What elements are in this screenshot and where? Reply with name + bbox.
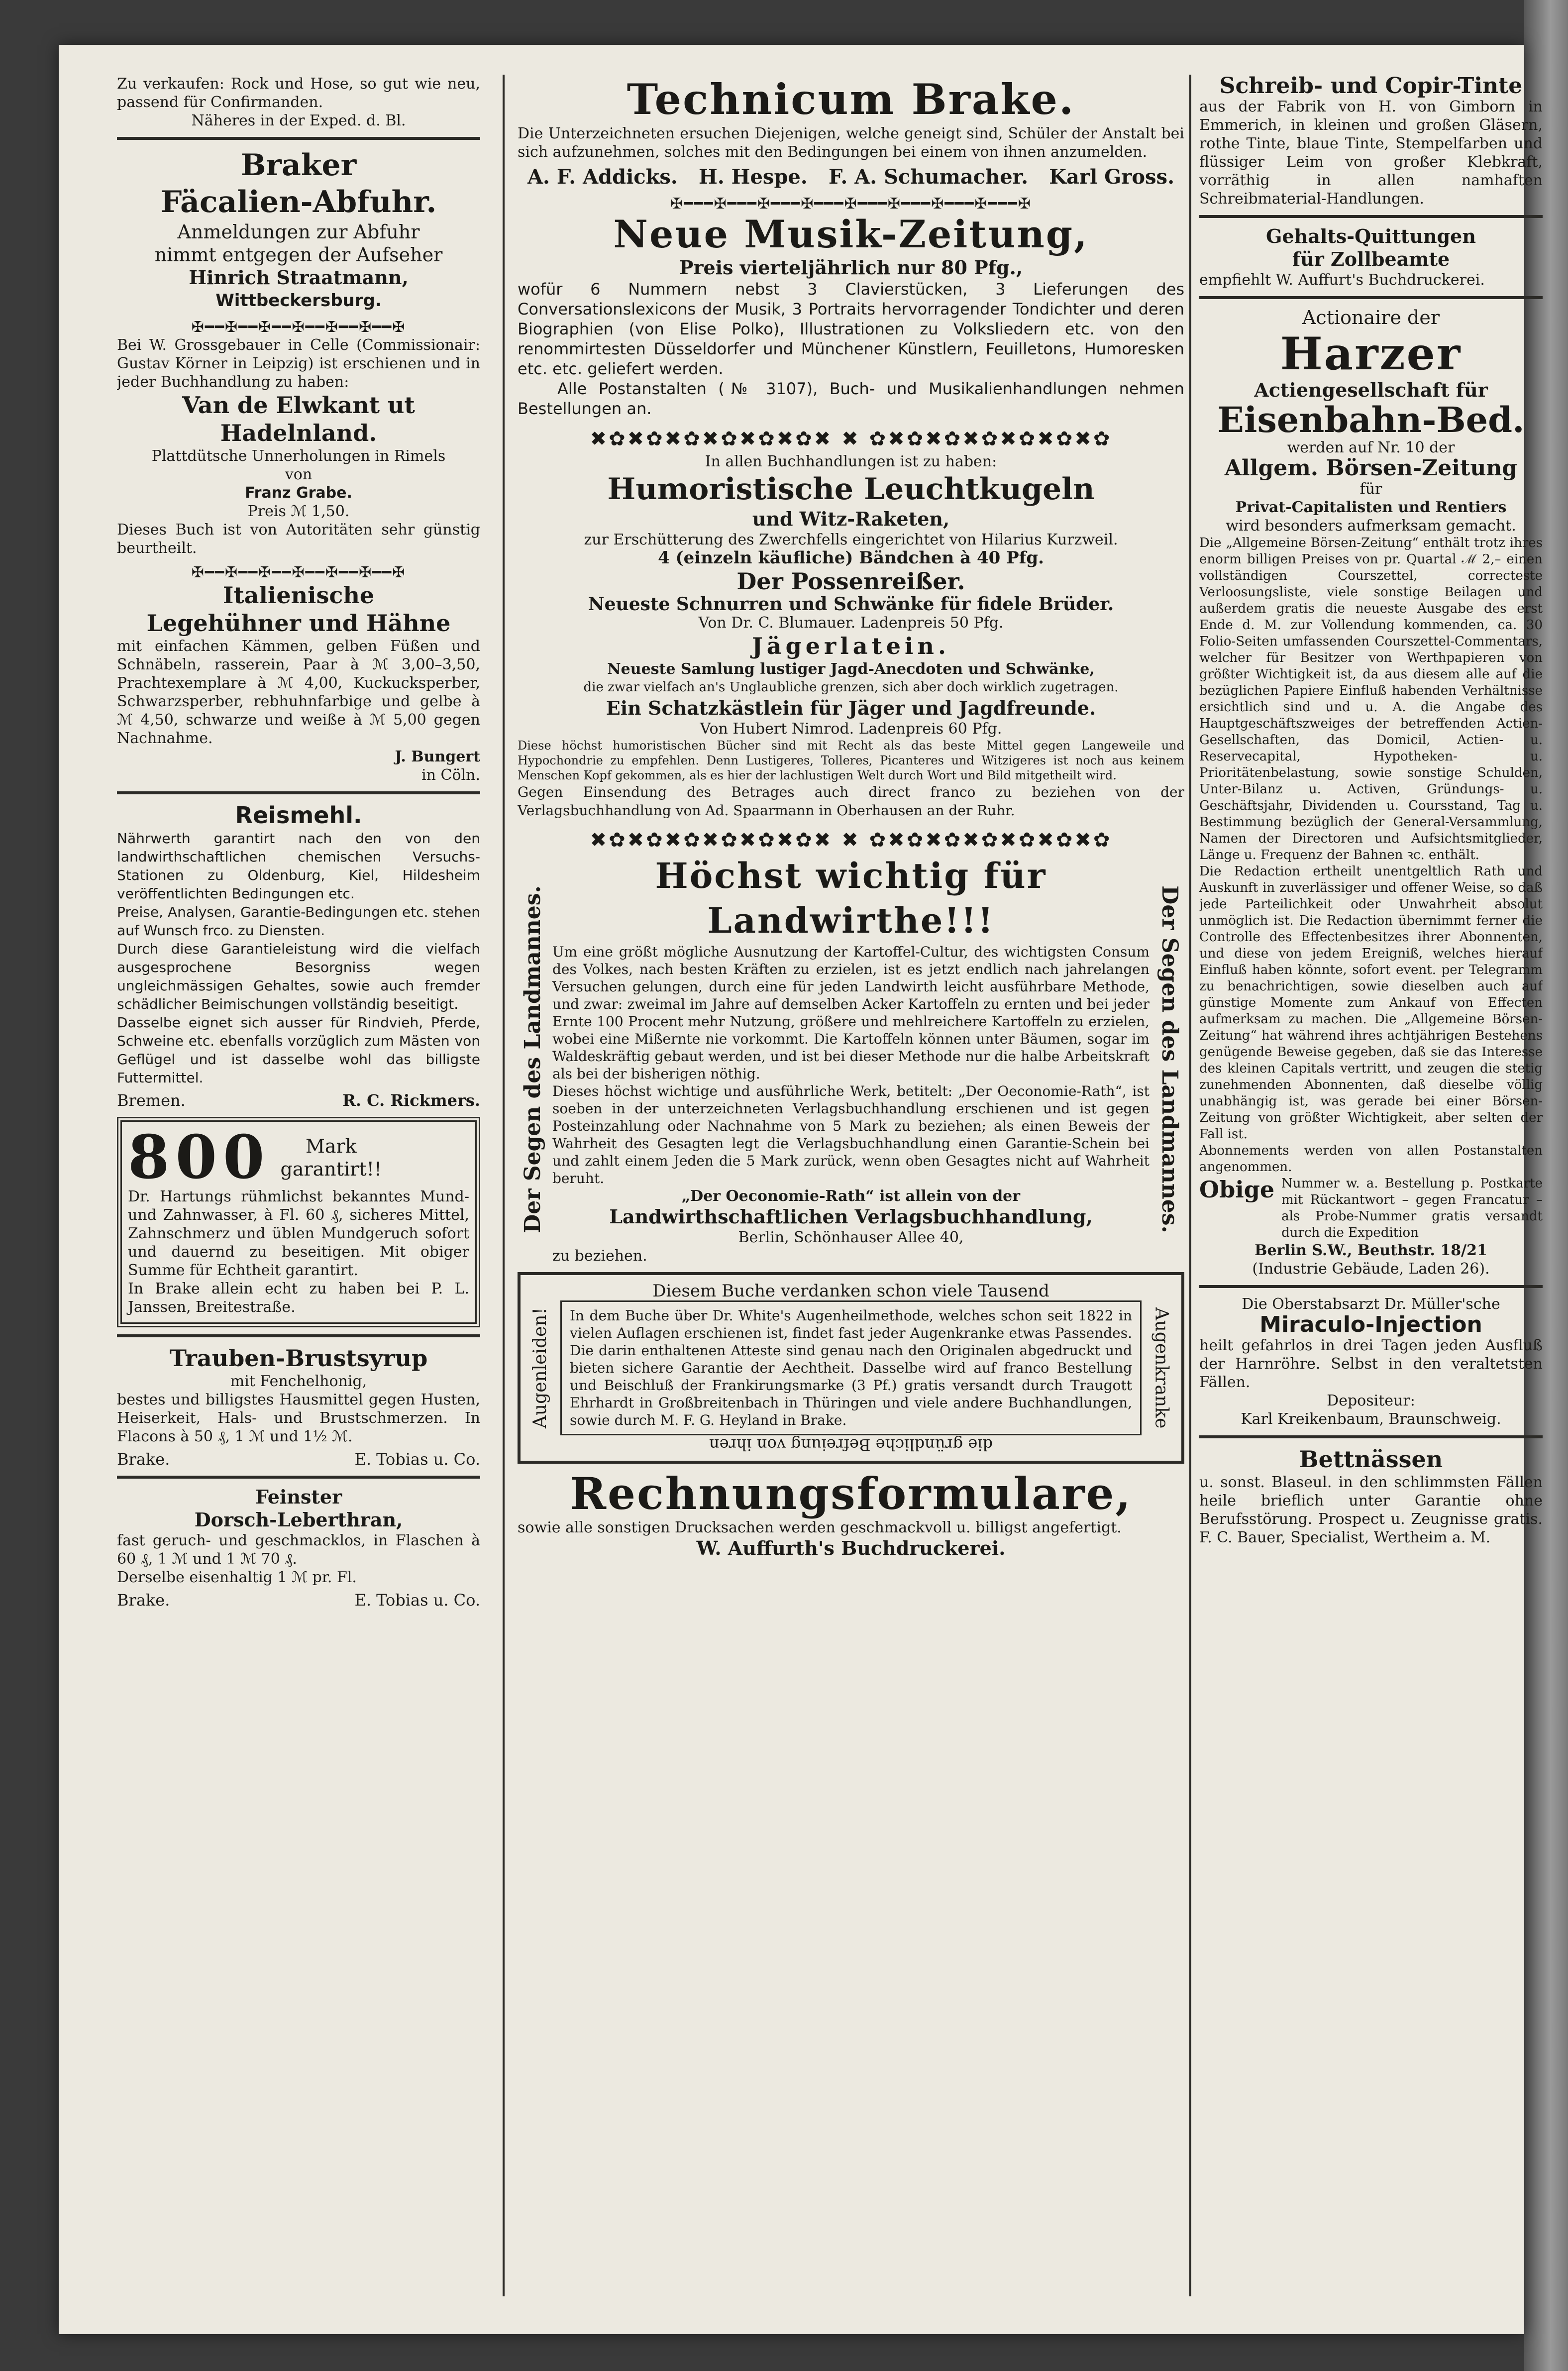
ad-text: Zu verkaufen: Rock und Hose, so gut wie neu, passend für Confirmanden. (117, 75, 480, 111)
ad-author: Franz Grabe. (245, 484, 352, 502)
side-text: Augenkranke (1151, 1307, 1172, 1429)
column-rule (1189, 75, 1191, 2296)
ad-title2: mit Fenchelhonig, (230, 1373, 367, 1390)
ad-oeconomie-rath (518, 854, 1184, 1265)
ad-text: u. sonst. Blaseul. in den schlimmsten Fällen heile brieflich unter Garantie ohne Berufsstörung. Prospect u. Zeugnisse gratis. F. C. Bauer, Specialist, Wertheim a. M. (1199, 1474, 1543, 1546)
ad-p: Nährwerth garantirt nach den von den landwirthschaftlichen chemischen Versuchs-Stationen zu Oldenburg, Kiel, Hildesheim veröffentlichten Bedingungen etc. (117, 830, 480, 902)
ad-title: Humoristische Leuchtkugeln (607, 472, 1095, 507)
divider (1199, 1285, 1543, 1288)
ad-address: (Industrie Gebäude, Laden 26). (1252, 1260, 1490, 1278)
side-text-right (1147, 1275, 1176, 1461)
ad-publisher: „Der Oeconomie-Rath“ ist allein von der (681, 1187, 1021, 1205)
ad-obige: Obige (1199, 1176, 1275, 1203)
ad-intro: Die Oberstabsarzt Dr. Müller'sche (1242, 1295, 1500, 1313)
side-text-left (518, 854, 547, 1265)
ad-gehalts-quittungen (1199, 225, 1543, 289)
signatory: H. Hespe. (699, 165, 808, 189)
ad-publisher: Landwirthschaftlichen Verlagsbuchhandlung, (609, 1205, 1093, 1228)
ad-miraculo (1199, 1295, 1543, 1428)
ad-text: wofür 6 Nummern nebst 3 Clavierstücken, 3 Lieferungen des Conversationslexicons der Musik, 3 Portraits hervorragender Tondichter und deren Biographien (von Elise Polko), Illustrationen zu Volksliedern etc. von den renommirtesten Düsseldorfer und Münchener Künstlern, Feuilletons, Humoresken etc. etc. geliefert werden. (518, 280, 1184, 378)
ad-title: Eisenbahn-Bed. (1217, 399, 1525, 440)
ad-note: Dieses Buch ist von Autoritäten sehr günstig beurtheilt. (117, 521, 480, 557)
ad-leberthran (117, 1486, 480, 1610)
divider (117, 791, 480, 794)
ad-text: Dieses höchst wichtige und ausführliche Werk, betitelt: „Der Oeconomie-Rath“, ist soeben in der unterzeichneten Verlagsbuchhandlung erschienen und ist gegen Posteinzahlung oder Nachnahme von 5 Mark zu beziehen; als einen Beweis der Wahrheit des Gesagten legt die Verlagsbuchhandlung einen Garantie-Schein bei und zahlt einem Jeden die 5 Mark zurück, wenn oben Gesagtes nicht auf Wahrheit beruht. (552, 1083, 1150, 1186)
ad-publisher: Berlin, Schönhauser Allee 40, (738, 1229, 964, 1246)
ad-title: Legehühner und Hähne (146, 610, 451, 637)
ad-number: 800 (128, 1122, 271, 1192)
ad-title: Schreib- und Copir-Tinte (1219, 75, 1523, 99)
ad-mark: Mark (305, 1135, 357, 1157)
ad-text: Dr. Hartungs rühmlichst bekanntes Mund- und Zahnwasser, à Fl. 60 ₰, sicheres Mittel, Zahnschmerz und üblen Mundgeruch sofort und dauernd zu beseitigen. Mit obiger Summe für Echtheit garantirt. (128, 1188, 469, 1279)
ad-technicum (518, 75, 1184, 189)
ad-text: Die Redaction ertheilt unentgeltlich Rath und Auskunft in zuverlässiger und offener Weise, so daß jede Parteilichkeit oder Unwahrheit absolut unmöglich ist. Die Redaction übernimmt ferner die Controlle des Effectenbesitzes ihrer Abonnenten, und diese von jedem Ereigniß, welches hierauf Einfluß haben könnte, sofort event. per Telegramm zu benachrichtigen, sowie dieselben auch auf günstige Momente zum Ankauf von Effecten aufmerksam zu machen. Die „Allgemeine Börsen-Zeitung“ hat während ihres achtjährigen Bestehens genügende Beweise gegeben, daß sie das Interesse des kleinen Capitals vertritt, und zeugen die stetig zunehmenden Abonnenten, daß dieselbe völlig unabhängig ist, was gerade bei einer Börsen-Zeitung von größter Wichtigkeit, aber selten der Fall ist. (1199, 864, 1543, 1142)
ad-line: Actiengesellschaft für (1254, 379, 1488, 401)
ad-address: Berlin S.W., Beuthstr. 18/21 (1254, 1242, 1487, 1259)
ad-tinte (1199, 75, 1543, 208)
ad-name: R. C. Rickmers. (342, 1091, 480, 1110)
ad-p: Durch diese Garantieleistung wird die vielfach ausgesprochene Besorgniss wegen ungleichmässigen Gehaltes, sowie auch fremder schädlicher Beimischungen vollständig beseitigt. (117, 941, 480, 1012)
ad-text: In dem Buche über Dr. White's Augenheilmethode, welches schon seit 1822 in vielen Auflagen erschienen ist, findet fast jeder Augenkranke etwas Passendes. Die darin enthaltenen Atteste sind genau nach den Originalen abgedruckt und bieten sichere Garantie der Aechtheit. Dasselbe wird auf franco Bestellung und Beischluß der Frankirungsmarke (3 Pf.) gratis versandt durch Traugott Ehrhardt in Großbreitenbach in Thüringen und viele andere Buchhandlungen, sowie durch M. F. G. Heyland in Brake. (570, 1307, 1132, 1428)
ad-title: Van de Elwkant ut (182, 392, 415, 419)
ad-city: Bremen. (117, 1091, 186, 1110)
side-text-left (525, 1275, 555, 1461)
ad-book-elwkant (117, 336, 480, 557)
ornament-rule: ✠━━━✠━━━✠━━━✠━━━✠━━━✠━━━✠━━━✠━━━✠ (670, 196, 1032, 213)
ad-title: Miraculo-Injection (1259, 1312, 1482, 1337)
ad-text: Die „Allgemeine Börsen-Zeitung“ enthält trotz ihres enorm billigen Preises von pr. Quartal ℳ 2,– einen vollständigen Courszettel, correcteste Verloosungsliste, viele sonstige Beilagen und außerdem gratis die neueste Ausgabe des erst Ende d. M. zur Vollendung kommenden, ca. 30 Folio-Seiten umfassenden Courszettel-Commentars, welcher für Besitzer von Werthpapieren von größter Wichtigkeit ist, da aus diesem alle auf die bezüglichen Papiere Einfluß habenden Verhältnisse ersichtlich sind und u. A. die Angabe des Hauptgeschäftszweiges der betreffenden Actien-Gesellschaften, das Domicil, Actien- u. Reservecapital, Hypotheken- u. Prioritätenbelastung, sowie sonstige Schulden, Unter-Bilanz u. Activen, Gründungs- u. Geschäftsjahr, Dividenden u. Coursstand, Tag u. Bestimmung bezüglich der General-Versammlung, Namen der Directoren und Aufsichtsmitglieder, Länge u. Frequenz der Bahnen ꝛc. enthält. (1199, 536, 1543, 862)
ad-von: von (285, 466, 313, 483)
ad-title: Allgem. Börsen-Zeitung (1224, 455, 1518, 481)
ad-title: Technicum Brake. (627, 75, 1075, 124)
ad-name: W. Auffurth's Buchdruckerei. (696, 1537, 1006, 1559)
ad-line: für (1359, 480, 1382, 498)
ad-title: für Zollbeamte (1292, 248, 1450, 270)
ad-author: Von Hubert Nimrod. Ladenpreis 60 Pfg. (700, 720, 1002, 738)
ad-name: E. Tobias u. Co. (354, 1591, 480, 1610)
ad-price: Preis ℳ 1,50. (247, 503, 350, 520)
ad-p: Preise, Analysen, Garantie-Bedingungen etc. stehen auf Wunsch frco. zu Diensten. (117, 904, 480, 939)
ad-line: Actionaire der (1302, 307, 1440, 328)
column-right (1199, 75, 1543, 2296)
ad-line: wird besonders aufmerksam gemacht. (1226, 517, 1516, 535)
ad-title: Neue Musik-Zeitung, (613, 212, 1089, 256)
ad-place: in Cöln. (421, 766, 480, 784)
ad-title: Reismehl. (235, 802, 362, 829)
ad-order: Gegen Einsendung des Betrages auch direct franco zu beziehen von der Verlagsbuchhandlung von Ad. Spaarmann in Oberhausen an der Ruhr. (518, 784, 1184, 819)
ad-title: Feinster (255, 1486, 342, 1508)
ad-garantirt: garantirt!! (280, 1158, 382, 1180)
ad-title: Braker (240, 148, 357, 183)
ad-title: Gehalts-Quittungen (1266, 225, 1476, 247)
ad-dep: Depositeur: (1327, 1392, 1415, 1409)
ornament-rule: ✠━━✠━━✠━━✠━━✠━━✠━━✠ (191, 319, 406, 336)
ad-title: Der Possenreißer. (736, 568, 965, 595)
ad-text: Derselbe eisenhaltig 1 ℳ pr. Fl. (117, 1569, 357, 1586)
ad-zahnwasser (117, 1117, 480, 1327)
ad-line: Anmeldungen zur Abfuhr (177, 221, 420, 243)
side-text: Augenleiden! (530, 1307, 551, 1429)
ad-city: Brake. (117, 1450, 170, 1469)
ad-text: Um eine größt mögliche Ausnutzung der Kartoffel-Cultur, des wichtigsten Consum des Volkes, nach besten Kräften zu erzielen, ist es jetzt endlich nach jahrelangen Versuchen gelungen, durch eine für jeden Landwirth leicht ausführbare Methode, und zwar: zweimal im Jahre auf demselben Acker Kartoffeln zu ernten und bei jeder Ernte 100 Procent mehr Nutzung, größere und mehlreichere Kartoffeln zu erzielen, wobei eine Mißernte nie vorkommt. Die Kartoffeln können unter Bäumen, sogar im Waldeskräftig gebaut werden, und ist bei dieser Methode nur die halbe Arbeitskraft als bei der bisherigen nöthig. (552, 944, 1150, 1082)
ad-title: Jägerlatein. (752, 633, 950, 659)
ad-author: Von Dr. C. Blumauer. Ladenpreis 50 Pfg. (698, 614, 1004, 632)
ad-boersen-zeitung (1199, 306, 1543, 1278)
ad-text: heilt gefahrlos in drei Tagen jeden Ausfluß der Harnröhre. Selbst in den veraltetsten Fällen. (1199, 1337, 1543, 1391)
ad-publisher: zu beziehen. (552, 1247, 647, 1265)
divider (1199, 1435, 1543, 1438)
ad-line: Privat-Capitalisten und Rentiers (1235, 499, 1507, 516)
ad-text: Abonnements werden von allen Postanstalten angenommen. (1199, 1143, 1543, 1175)
ad-sub: Neueste Schnurren und Schwänke für fidele Brüder. (588, 594, 1114, 615)
ad-vol: 4 (einzeln käufliche) Bändchen à 40 Pfg. (658, 548, 1044, 568)
ad-title: Rechnungsformulare, (569, 1468, 1133, 1519)
ad-p: Dasselbe eignet sich ausser für Rindvieh, Pferde, Schweine etc. ebenfalls vorzüglich zum Mästen von Geflügel und ist dasselbe wohl das billigste Futtermittel. (117, 1014, 480, 1086)
ad-note: Diese höchst humoristischen Bücher sind mit Recht als das beste Mittel gegen Langeweile und Hypochondrie zu empfehlen. Denn Lustigeres, Tolleres, Picanteres und Witzigeres ist noch aus keinem Menschen Kopf gekommen, als es hier der lachlustigen Welt durch Wort und Bild mitgetheilt wird. (518, 739, 1184, 782)
ad-title: Fäcalien-Abfuhr. (160, 185, 437, 219)
ornament-rule: ✠━━✠━━✠━━✠━━✠━━✠━━✠ (191, 564, 406, 581)
signatory: Karl Gross. (1049, 165, 1174, 189)
ad-augenleiden (518, 1272, 1184, 1464)
ad-text: In Brake allein echt zu haben bei P. L. Janssen, Breitestraße. (128, 1280, 469, 1316)
ad-intro: In allen Buchhandlungen ist zu haben: (705, 453, 997, 470)
ad-top: Diesem Buche verdanken schon viele Tausend (652, 1281, 1049, 1301)
ad-faecalien (117, 147, 480, 312)
ad-title: Ein Schatzkästlein für Jäger und Jagdfreunde. (606, 697, 1096, 719)
divider (117, 1334, 480, 1337)
ad-title: Trauben-Brustsyrup (169, 1345, 428, 1372)
ad-sub: die zwar vielfach an's Unglaubliche grenzen, sich aber doch wirklich zugetragen. (583, 680, 1119, 695)
ad-title: Dorsch-Leberthran, (194, 1509, 403, 1531)
ad-contact: Näheres in der Exped. d. Bl. (191, 112, 406, 129)
ad-sub: zur Erschütterung des Zwerchfells eingerichtet von Hilarius Kurzweil. (584, 531, 1118, 548)
divider (1199, 215, 1543, 218)
ad-humor-books (518, 452, 1184, 820)
divider (117, 137, 480, 140)
ad-place: Wittbeckersburg. (215, 291, 382, 311)
ad-title: Höchst wichtig für Landwirthe!!! (655, 855, 1047, 941)
ad-text: aus der Fabrik von H. von Gimborn in Emmerich, in kleinen und großen Gläsern, rothe Tinte, blaue Tinte, Stempelfarben und flüssiger Leim von großer Klebkraft, vorräthig in allen namhaften Schreibmaterial-Handlungen. (1199, 98, 1543, 208)
ad-name: Karl Kreikenbaum, Braunschweig. (1241, 1410, 1501, 1428)
ad-name: Hinrich Straatmann, (189, 266, 409, 289)
side-text-right (1154, 854, 1184, 1265)
ad-text: Alle Postanstalten (№ 3107), Buch- und Musikalienhandlungen nehmen Bestellungen an. (518, 379, 1184, 418)
ad-text: Die Unterzeichneten ersuchen Diejenigen, welche geneigt sind, Schüler der Anstalt bei sich aufzunehmen, solches mit den Bedingungen bei einem von ihnen anzumelden. (518, 125, 1184, 161)
ad-city: Brake. (117, 1591, 170, 1610)
column-rule (503, 75, 505, 2296)
ad-text: Nummer w. a. Bestellung p. Postkarte mit Rückantwort – gegen Francatur – als Probe-Nummer gratis versandt durch die Expedition (1281, 1176, 1543, 1240)
ad-reismehl (117, 801, 480, 1110)
ad-title: Hadelnland. (220, 420, 377, 446)
signatory: A. F. Addicks. (527, 165, 678, 189)
ad-text: empfiehlt W. Auffurt's Buchdruckerei. (1199, 271, 1485, 289)
ad-price: Preis vierteljährlich nur 80 Pfg., (679, 256, 1023, 279)
ad-clothes-sale (117, 75, 480, 130)
ad-title: und Witz-Raketen, (752, 508, 950, 530)
ad-title: Italienische (222, 582, 375, 609)
ornament-rule: ✖✿✖✿✖✿✖✿✖✿✖✿✖ ✖ ✿✖✿✖✿✖✿✖✿✖✿✖✿ (590, 829, 1112, 852)
ad-text: sowie alle sonstigen Drucksachen werden geschmackvoll u. billigst angefertigt. (518, 1519, 1122, 1536)
ad-name: E. Tobias u. Co. (354, 1450, 480, 1469)
ad-sub: Plattdütsche Unnerholungen in Rimels (151, 447, 446, 465)
ad-line: werden auf Nr. 10 der (1287, 439, 1455, 456)
divider (117, 1476, 480, 1479)
ad-chickens (117, 581, 480, 784)
ad-sub: Neueste Samlung lustiger Jagd-Anecdoten und Schwänke, (607, 660, 1095, 678)
ornament-rule: ✖✿✖✿✖✿✖✿✖✿✖✿✖ ✖ ✿✖✿✖✿✖✿✖✿✖✿✖✿ (590, 428, 1112, 450)
ad-title: Bettnässen (1299, 1446, 1443, 1473)
ad-text: bestes und billigstes Hausmittel gegen Husten, Heiserkeit, Hals- und Brustschmerzen. In Flacons à 50 ₰, 1 ℳ und 1½ ℳ. (117, 1391, 480, 1445)
column-left (117, 75, 480, 2296)
ad-name: J. Bungert (395, 748, 480, 765)
signatory: F. A. Schumacher. (829, 165, 1028, 189)
ad-line: nimmt entgegen der Aufseher (154, 244, 443, 266)
ad-intro: Bei W. Grossgebauer in Celle (Commissionair: Gustav Körner in Leipzig) ist erschienen und in jeder Buchhandlung zu haben: (117, 336, 480, 391)
side-text: Der Segen des Landmannes. (520, 885, 545, 1233)
column-middle (518, 75, 1184, 2296)
ad-musik-zeitung (518, 213, 1184, 419)
ad-brustsyrup (117, 1344, 480, 1469)
ad-bottom: die gründliche Befreiung von ihren (709, 1435, 993, 1454)
divider (1199, 296, 1543, 299)
ad-inner-box (560, 1300, 1142, 1435)
side-text: Der Segen des Landmannes. (1156, 885, 1182, 1233)
signatories (527, 165, 1174, 189)
ad-text: mit einfachen Kämmen, gelben Füßen und Schnäbeln, rasserein, Paar à ℳ 3,00–3,50, Prachtexemplare à ℳ 4,00, Kuckucksperber, Schwarzsperber, rebhuhnfarbige und gelbe à ℳ 4,50, schwarze und weiße à ℳ 5,00 gegen Nachnahme. (117, 638, 480, 747)
ad-rechnungsformulare (518, 1469, 1184, 1560)
ad-bettnaessen (1199, 1445, 1543, 1547)
ad-text: fast geruch- und geschmacklos, in Flaschen à 60 ₰, 1 ℳ und 1 ℳ 70 ₰. (117, 1532, 480, 1568)
ad-title: Harzer (1280, 327, 1462, 380)
